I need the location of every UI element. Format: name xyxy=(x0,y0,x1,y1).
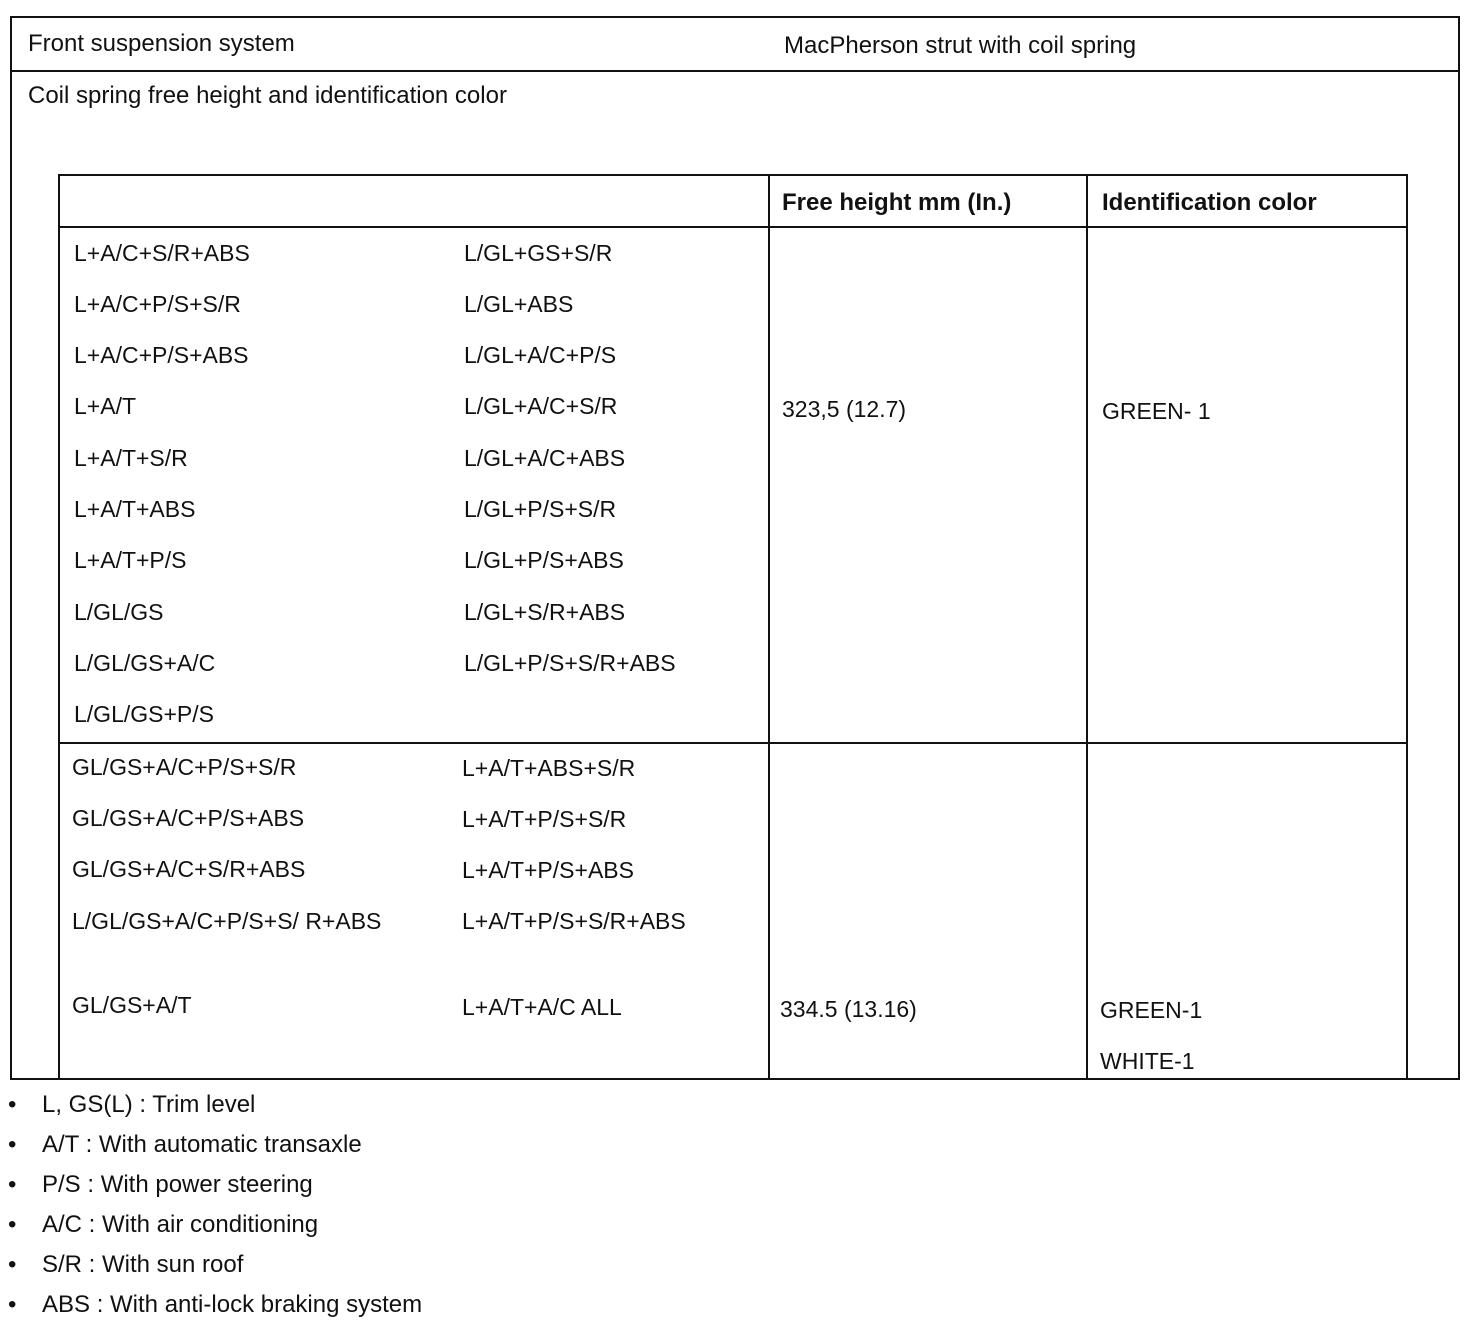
bullet-icon: • xyxy=(8,1131,17,1158)
section-title: Coil spring free height and identification color xyxy=(28,82,507,109)
spec-table xyxy=(10,16,1460,1080)
table-cell: L/GL/GS+A/C xyxy=(74,650,216,676)
bullet-icon: • xyxy=(8,1291,17,1318)
spec-value: MacPherson strut with coil spring xyxy=(784,32,1137,59)
table-cell: L/GL+A/C+S/R xyxy=(464,393,618,419)
note-text: P/S : With power steering xyxy=(42,1171,313,1198)
identification-color-value: WHITE-1 xyxy=(1100,1048,1195,1074)
table-cell: L+A/T+A/C ALL xyxy=(462,994,622,1020)
table-cell: L/GL+P/S+ABS xyxy=(464,547,624,573)
list-item xyxy=(8,1210,422,1250)
table-cell: L+A/C+P/S+ABS xyxy=(74,342,249,368)
bullet-icon: • xyxy=(8,1091,17,1118)
table-cell: GL/GS+A/C+S/R+ABS xyxy=(72,856,306,882)
table-cell: GL/GS+A/T xyxy=(72,992,192,1018)
list-item xyxy=(8,1090,422,1130)
list-item xyxy=(8,1250,422,1290)
table-cell: L+A/C+S/R+ABS xyxy=(74,240,250,266)
list-item xyxy=(8,1290,422,1330)
table-cell: L/GL/GS+P/S xyxy=(74,701,214,727)
table-cell: L/GL/GS+A/C+P/S+S/ R+ABS xyxy=(72,908,382,934)
table-cell: L/GL+P/S+S/R+ABS xyxy=(464,650,676,676)
spec-label: Front suspension system xyxy=(28,30,295,57)
table-cell: L+A/T+P/S+S/R xyxy=(462,806,627,832)
identification-color-value: GREEN-1 xyxy=(1100,997,1203,1023)
coil-spring-table xyxy=(58,174,1408,1080)
bullet-icon: • xyxy=(8,1211,17,1238)
table-cell: L+A/T+P/S+S/R+ABS xyxy=(462,908,686,934)
table-cell: L/GL+A/C+ABS xyxy=(464,445,626,471)
table-cell: L+A/T xyxy=(74,393,137,419)
table-header-row xyxy=(60,176,1406,228)
table-cell: L/GL+ABS xyxy=(464,291,574,317)
spec-row xyxy=(12,18,1458,72)
note-text: L, GS(L) : Trim level xyxy=(42,1091,256,1118)
column-divider xyxy=(768,176,770,1080)
table-cell: GL/GS+A/C+P/S+ABS xyxy=(72,805,305,831)
row-divider xyxy=(60,742,1406,744)
table-cell: L+A/C+P/S+S/R xyxy=(74,291,241,317)
abbreviation-notes xyxy=(8,1090,422,1330)
free-height-value: 323,5 (12.7) xyxy=(782,396,907,422)
bullet-icon: • xyxy=(8,1251,17,1278)
table-cell: L/GL/GS xyxy=(74,599,164,625)
list-item xyxy=(8,1170,422,1210)
table-cell: L/GL+S/R+ABS xyxy=(464,599,626,625)
list-item xyxy=(8,1130,422,1170)
table-cell: L/GL+P/S+S/R xyxy=(464,496,617,522)
column-divider xyxy=(1086,176,1088,1080)
table-cell: L+A/T+P/S+ABS xyxy=(462,857,634,883)
free-height-value: 334.5 (13.16) xyxy=(780,996,917,1022)
table-cell: L+A/T+ABS xyxy=(74,496,196,522)
table-cell: GL/GS+A/C+P/S+S/R xyxy=(72,754,297,780)
table-cell: L/GL+GS+S/R xyxy=(464,240,613,266)
note-text: A/C : With air conditioning xyxy=(42,1211,319,1238)
table-cell: L+A/T+ABS+S/R xyxy=(462,755,636,781)
note-text: A/T : With automatic transaxle xyxy=(42,1131,362,1158)
header-free-height: Free height mm (In.) xyxy=(782,189,1012,216)
header-identification-color: Identification color xyxy=(1102,189,1317,216)
table-cell: L+A/T+P/S xyxy=(74,547,187,573)
table-cell: L/GL+A/C+P/S xyxy=(464,342,617,368)
table-cell: L+A/T+S/R xyxy=(74,445,188,471)
identification-color-value: GREEN- 1 xyxy=(1102,398,1211,424)
note-text: ABS : With anti-lock braking system xyxy=(42,1291,423,1318)
note-text: S/R : With sun roof xyxy=(42,1251,244,1278)
bullet-icon: • xyxy=(8,1171,17,1198)
